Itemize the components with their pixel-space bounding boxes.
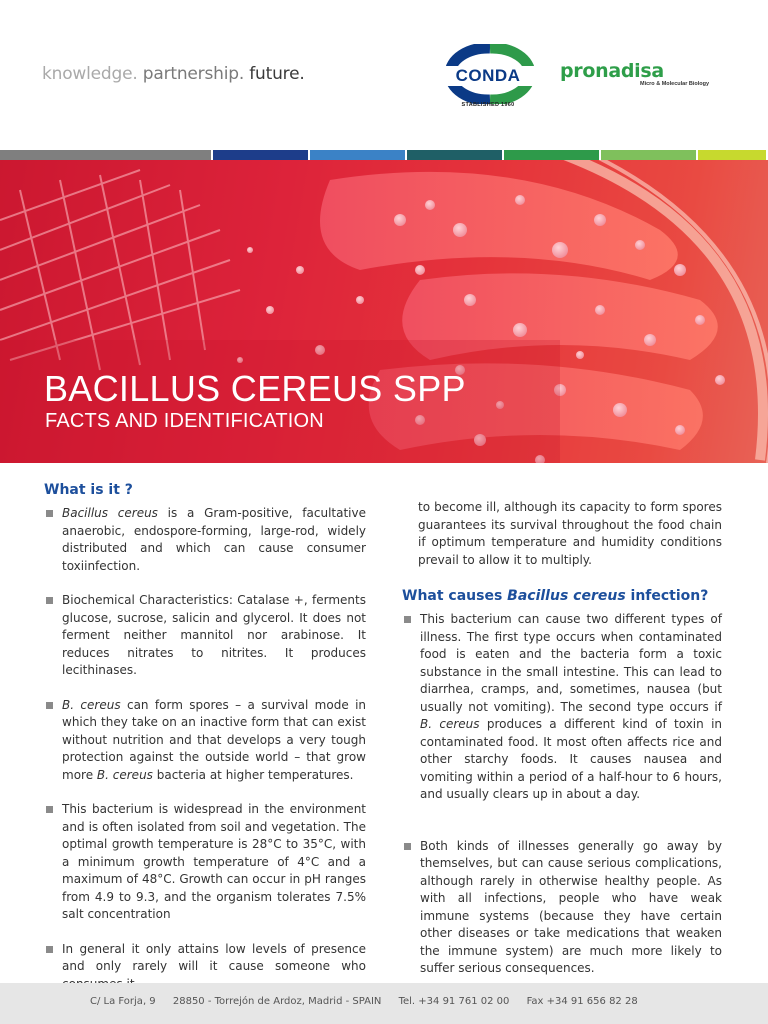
list-item bbox=[44, 592, 366, 680]
square-bullet-icon bbox=[404, 843, 411, 850]
conda-logo-text: CONDA bbox=[440, 66, 536, 86]
tagline-future: future. bbox=[249, 64, 305, 84]
conda-logo bbox=[440, 44, 540, 118]
section-heading-what-causes bbox=[402, 586, 722, 606]
page-subtitle: FACTS AND IDENTIFICATION bbox=[45, 410, 324, 432]
item-text: bacteria at higher temperatures. bbox=[152, 767, 354, 782]
heading-italic: Bacillus cereus bbox=[507, 588, 626, 604]
item-text: Biochemical Characteristics: Catalase +, ferments glucose, sucrose, salicin and glycerol. It does not ferment neither mannitol nor arabinose. It reduces nitrates to nitrites. It produces lecithinases. bbox=[62, 593, 366, 677]
square-bullet-icon bbox=[46, 510, 53, 517]
item-text: can form spores – a survival mode in which they take on an inactive form that can exist without nutrition and that develops a very tough protection against the outside world – that grow more bbox=[62, 697, 367, 782]
pronadisa-subtitle: Micro & Molecular Biology bbox=[640, 81, 710, 87]
list-item bbox=[44, 697, 366, 785]
square-bullet-icon bbox=[46, 597, 53, 604]
item-text: is a Gram-positive, facultative anaerobic, endospore-forming, large-rod, widely distributed and which can cause consumer toxiinfection. bbox=[62, 506, 366, 573]
color-bar-segment bbox=[407, 150, 502, 160]
list-item bbox=[44, 505, 366, 575]
color-bar-segment bbox=[310, 150, 405, 160]
square-bullet-icon bbox=[46, 702, 53, 709]
color-bar-segment bbox=[601, 150, 696, 160]
list-item bbox=[402, 611, 722, 804]
pronadisa-logo bbox=[560, 60, 730, 100]
color-bar-segment bbox=[0, 150, 211, 160]
item-italic: B. cereus bbox=[420, 717, 480, 731]
item-text: produces a different kind of toxin in contaminated food. It most often affects rice and other starchy foods. It causes nausea and vomiting within a period of a half-hour to 6 hours, and usually clears up in about a day. bbox=[420, 717, 723, 801]
section-heading-what-is-it: What is it ? bbox=[44, 482, 133, 498]
hero-banner bbox=[0, 160, 768, 463]
item-text: This bacterium can cause two different types of illness. The first type occurs when contaminated food is eaten and the bacteria form a toxic substance in the small intestine. This can lead to diarrhea, cramps, and, sometimes, nausea (but usually not vomiting). The second type occurs if bbox=[420, 612, 722, 714]
tagline-knowledge: knowledge. bbox=[42, 64, 138, 84]
page-title: BACILLUS CEREUS SPP bbox=[44, 368, 466, 409]
color-bar-segment bbox=[698, 150, 766, 160]
square-bullet-icon bbox=[46, 806, 53, 813]
item-text: This bacterium is widespread in the environment and is often isolated from soil and vegetation. The optimal growth temperature is 28°C to 35°C, with a minimum growth temperature of 4°C and a maximum of 48°C. Growth can occur in pH ranges from 4.9 to 9.3, and the organism tolerates 7.5% salt concentration bbox=[62, 802, 366, 921]
footer-fax: Fax +34 91 656 82 28 bbox=[526, 996, 638, 1007]
color-bar bbox=[0, 150, 768, 160]
continued-text: to become ill, although its capacity to form spores guarantees its survival throughout the food chain if optimum temperature and humidity conditions prevail to allow it to multiply. bbox=[418, 500, 722, 567]
color-bar-segment bbox=[213, 150, 308, 160]
list-item bbox=[402, 838, 722, 978]
footer-city: 28850 - Torrejón de Ardoz, Madrid - SPAIN bbox=[172, 996, 382, 1007]
heading-part: infection? bbox=[625, 588, 709, 604]
item-text: In general it only attains low levels of presence and only rarely will it cause someone who bbox=[62, 941, 366, 973]
pronadisa-logo-text: pronadisa bbox=[560, 60, 664, 82]
tagline-partnership: partnership. bbox=[142, 64, 245, 84]
item-text: Both kinds of illnesses generally go away by themselves, but can cause serious complications, although rarely in otherwise healthy people. As with all infections, people who have weak immune systems (because they have certain other diseases or take medications that weaken the immune system) are much more likely to suffer serious consequences. bbox=[420, 838, 722, 975]
left-column bbox=[44, 480, 366, 993]
square-bullet-icon bbox=[46, 946, 53, 953]
item-italic: B. cereus bbox=[96, 767, 153, 782]
color-bar-segment bbox=[504, 150, 599, 160]
footer-contact bbox=[90, 996, 652, 1007]
footer-tel: Tel. +34 91 761 02 00 bbox=[398, 996, 510, 1007]
tagline bbox=[42, 64, 305, 84]
footer-address: C/ La Forja, 9 bbox=[90, 996, 156, 1007]
right-column bbox=[402, 499, 722, 978]
page-footer bbox=[0, 983, 768, 1024]
item-italic: Bacillus cereus bbox=[62, 506, 158, 520]
list-item bbox=[44, 801, 366, 924]
conda-established: STABLISHED 1960 bbox=[461, 102, 515, 108]
square-bullet-icon bbox=[404, 616, 411, 623]
page-header bbox=[0, 0, 768, 150]
item-italic: B. cereus bbox=[62, 697, 121, 712]
heading-part: What causes bbox=[402, 588, 508, 604]
